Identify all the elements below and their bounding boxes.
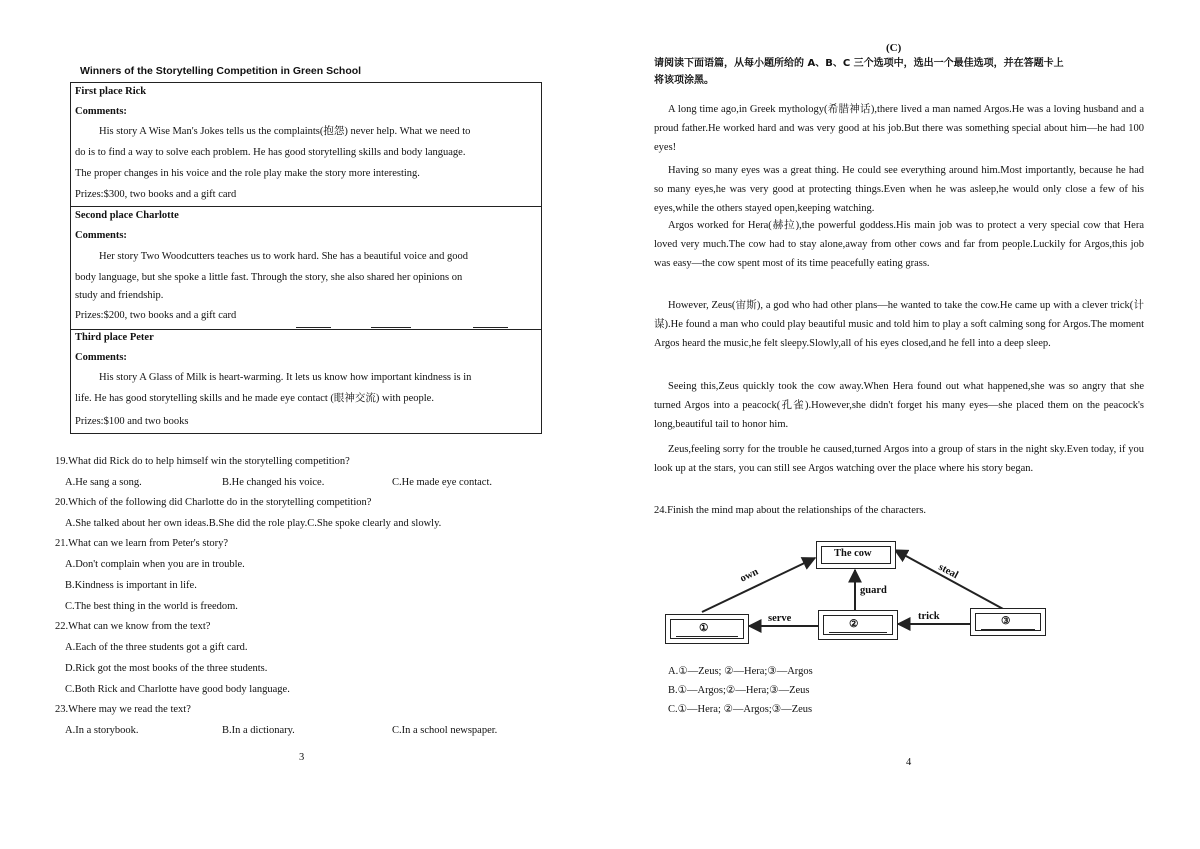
mindmap-box-1[interactable] <box>665 614 749 644</box>
first-comments-label: Comments: <box>75 106 127 117</box>
mindmap-label-2: ② <box>849 619 859 630</box>
q24-option-b: B.①—Argos;②—Hera;③—Zeus <box>668 685 810 696</box>
arrow-own <box>702 558 815 612</box>
second-comments-label: Comments: <box>75 230 127 241</box>
q20-options: A.She talked about her own ideas.B.She did the role play.C.She spoke clearly and slowly. <box>65 518 442 529</box>
label-own: own <box>738 566 761 585</box>
first-comment-line: His story A Wise Man's Jokes tells us the complaints(抱怨) never help. What we need to <box>99 126 471 137</box>
q24-option-a: A.①—Zeus; ②—Hera;③—Argos <box>668 666 813 677</box>
mindmap-label-1: ① <box>699 623 709 634</box>
passage-paragraph-2: Having so many eyes was a great thing. He could see everything around him.Most importantly, because he had so many eyes,he was very good at protecting things.Even when he was asleep,he would only close a few of his eyes,while the others stayed open,keeping watching. <box>654 165 1144 214</box>
q21-option-b: B.Kindness is important in life. <box>65 580 197 591</box>
q22-option-a: A.Each of the three students got a gift card. <box>65 642 248 653</box>
mindmap-label-3: ③ <box>1001 616 1011 627</box>
q19-option-a: A.He sang a song. <box>65 477 142 488</box>
label-steal: steal <box>936 561 960 582</box>
label-serve: serve <box>768 613 792 624</box>
mindmap-box-3[interactable] <box>970 608 1046 636</box>
q21-option-c: C.The best thing in the world is freedom. <box>65 601 238 612</box>
table-title: Winners of the Storytelling Competition in Green School <box>80 65 362 77</box>
label-trick: trick <box>918 611 940 622</box>
question-19: 19.What did Rick do to help himself win the storytelling competition? <box>55 456 350 467</box>
second-comment-line: Her story Two Woodcutters teaches us to work hard. She has a beautiful voice and good <box>99 251 468 262</box>
question-22: 22.What can we know from the text? <box>55 621 211 632</box>
q23-option-c: C.In a school newspaper. <box>392 725 498 736</box>
q19-option-b: B.He changed his voice. <box>222 477 325 488</box>
first-place-heading: First place Rick <box>75 86 147 97</box>
q23-option-b: B.In a dictionary. <box>222 725 295 736</box>
label-guard: guard <box>860 585 887 596</box>
second-prizes: Prizes:$200, two books and a gift card <box>75 310 237 321</box>
third-comment-line: life. He has good storytelling skills and he made eye contact (眼神交流) with people. <box>75 393 434 404</box>
winners-table <box>70 82 542 434</box>
q21-option-a: A.Don't complain when you are in trouble. <box>65 559 245 570</box>
question-21: 21.What can we learn from Peter's story? <box>55 538 229 549</box>
table-divider <box>71 206 541 207</box>
mindmap-cow-box <box>816 541 896 569</box>
third-comment-line: His story A Glass of Milk is heart-warming. It lets us know how important kindness is in <box>99 372 472 383</box>
mindmap-box-2[interactable] <box>818 610 898 640</box>
third-place-heading: Third place Peter <box>75 332 154 343</box>
question-23: 23.Where may we read the text? <box>55 704 191 715</box>
divider-segment <box>371 327 411 328</box>
q24-option-c: C.①—Hera; ②—Argos;③—Zeus <box>668 704 813 715</box>
passage-paragraph-6: Zeus,feeling sorry for the trouble he caused,turned Argos into a group of stars in the night sky.Even today, if you look up at the stars, you can still see Argos watching over the place where his story began. <box>654 444 1144 474</box>
page-number-right: 4 <box>906 757 912 768</box>
first-comment-line: do is to find a way to solve each problem. He has good storytelling skills and body language. <box>75 147 466 158</box>
first-comment-line: The proper changes in his voice and the role play make the story more interesting. <box>75 168 420 179</box>
question-20: 20.Which of the following did Charlotte do in the storytelling competition? <box>55 497 372 508</box>
passage-paragraph-3: Argos worked for Hera(赫拉),the powerful goddess.His main job was to protect a very special cow that Hera loved very much.The cow had to stay alone,away from other cows and far from people.Luckily for Argos,this job was easy—the cow spent most of its time peacefully eating grass. <box>654 220 1144 269</box>
second-comment-line: body language, but she spoke a little fast. Through the story, she also shared her opinions on <box>75 272 463 283</box>
passage-paragraph-1: A long time ago,in Greek mythology(希腊神话),there lived a man named Argos.He was a loving husband and a proud father.He worked hard and was very good at his job.But there was something special about him—he had 100 eyes! <box>654 104 1144 153</box>
q19-option-c: C.He made eye contact. <box>392 477 492 488</box>
q23-option-a: A.In a storybook. <box>65 725 139 736</box>
q22-option-d: D.Rick got the most books of the three students. <box>65 663 268 674</box>
section-label: (C) <box>886 42 902 54</box>
instruction-line-2: 将该项涂黑。 <box>654 75 714 86</box>
first-prizes: Prizes:$300, two books and a gift card <box>75 189 237 200</box>
instruction-line-1: 请阅读下面语篇，从每小题所给的 A、B、C 三个选项中，选出一个最佳选项，并在答题卡上 <box>654 58 1064 69</box>
mindmap-cow-label: The cow <box>834 548 872 559</box>
third-prizes: Prizes:$100 and two books <box>75 416 189 427</box>
second-place-heading: Second place Charlotte <box>75 210 179 221</box>
table-divider <box>71 329 541 330</box>
divider-segment <box>296 327 331 328</box>
passage-paragraph-5: Seeing this,Zeus quickly took the cow away.When Hera found out what happened,she was so angry that she turned Argos into a peacock(孔雀).However,she didn't forget his many eyes—she placed them on the peacock's long,beautiful tail to honor him. <box>654 381 1144 430</box>
second-comment-line: study and friendship. <box>75 290 164 301</box>
page-number-left: 3 <box>299 752 305 763</box>
arrow-steal <box>895 550 1005 610</box>
third-comments-label: Comments: <box>75 352 127 363</box>
divider-segment <box>473 327 508 328</box>
passage-paragraph-4: However, Zeus(宙斯), a god who had other plans—he wanted to take the cow.He came up with a clever trick(计谋).He found a man who could play beautiful music and told him to play a soft calming song for Argos.The moment Argos heard the music,he felt sleepy.Slowly,all of his eyes closed,and he fell into a deep sleep. <box>654 300 1144 349</box>
q22-option-c: C.Both Rick and Charlotte have good body language. <box>65 684 290 695</box>
question-24: 24.Finish the mind map about the relationships of the characters. <box>654 505 927 516</box>
